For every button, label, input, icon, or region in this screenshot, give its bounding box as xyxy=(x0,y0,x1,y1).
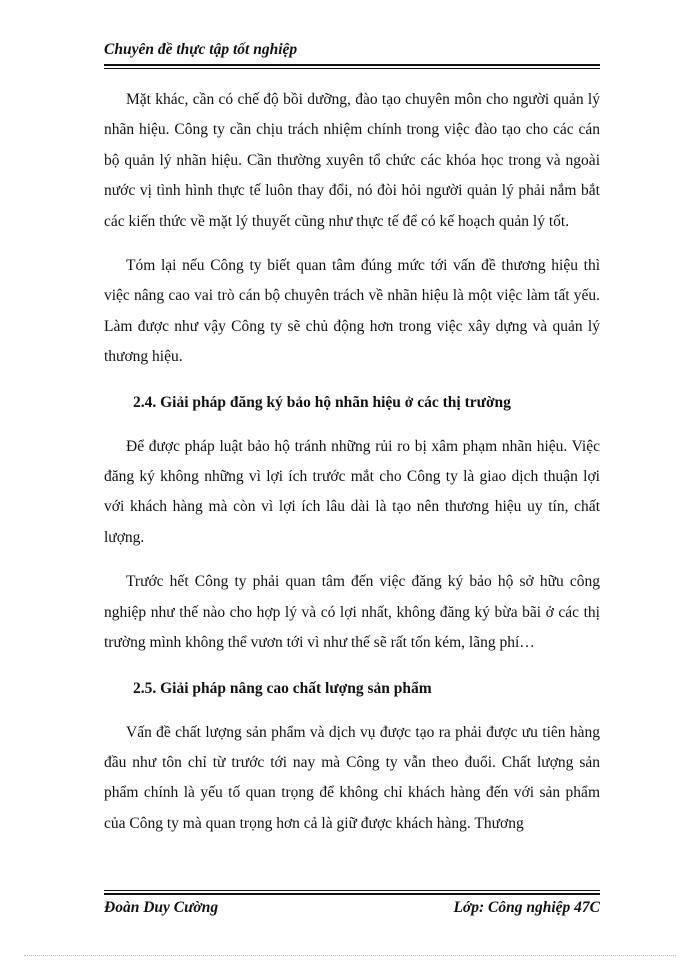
document-body xyxy=(104,85,600,853)
paragraph-legal-protection: Để được pháp luật bảo hộ tránh những rủi ro bị xâm phạm nhãn hiệu. Việc đăng ký không những vì lợi ích trước mắt cho Công ty là giao dịch thuận lợi với khách hàng mà còn vì lợi ích lâu dài là tạo nên thương hiệu uy tín, chất lượng. xyxy=(104,437,600,546)
footer-class-label: Lớp: Công nghiệp 47C xyxy=(453,899,600,916)
page-bottom-edge xyxy=(24,955,676,956)
section-heading-2-4: 2.4. Giải pháp đăng ký bảo hộ nhãn hiệu ở các thị trường xyxy=(133,393,511,411)
header-rule-thin xyxy=(104,68,600,69)
section-heading-2-5: 2.5. Giải pháp nâng cao chất lượng sản phẩm xyxy=(133,679,432,697)
paragraph-product-quality: Vấn đề chất lượng sản phẩm và dịch vụ được tạo ra phải được ưu tiên hàng đầu như tôn chỉ từ trước tới nay mà Công ty vẫn theo đuổi. Chất lượng sản phẩm chính là yếu tố quan trọng để không chỉ khách hàng đến với sản phẩm của Công ty mà quan trọng hơn cả là giữ được khách hàng. Thương xyxy=(104,723,600,832)
footer-rule-thick xyxy=(104,893,600,895)
footer-author: Đoàn Duy Cường xyxy=(104,899,219,916)
paragraph-registration: Trước hết Công ty phải quan tâm đến việc đăng ký bảo hộ sở hữu công nghiệp như thế nào cho hợp lý và có lợi nhất, không đăng ký bừa bãi ở các thị trường mình không thể vươn tới vì như thế sẽ rất tốn kém, lãng phí… xyxy=(104,573,600,652)
header-rule-thick xyxy=(104,64,600,66)
paragraph-training: Mặt khác, cần có chế độ bồi dưỡng, đào tạo chuyên môn cho người quản lý nhãn hiệu. Công ty cần chịu trách nhiệm chính trong việc đào tạo cho các cán bộ quản lý nhãn hiệu. Cần thường xuyên tổ chức các khóa học trong và ngoài nước vị tình hình thực tế luôn thay đổi, nó đòi hỏi người quản lý phải nắm bắt các kiến thức về mặt lý thuyết cũng như thực tế để có kế hoạch quản lý tốt. xyxy=(104,91,600,230)
page-header-title: Chuyên đề thực tập tốt nghiệp xyxy=(104,41,298,58)
footer-rule-thin xyxy=(104,890,600,891)
paragraph-summary: Tóm lại nếu Công ty biết quan tâm đúng mức tới vấn đề thương hiệu thì việc nâng cao vai trò cán bộ chuyên trách về nhãn hiệu là một việc làm tất yếu. Làm được như vậy Công ty sẽ chủ động hơn trong việc xây dựng và quản lý thương hiệu. xyxy=(104,257,600,366)
